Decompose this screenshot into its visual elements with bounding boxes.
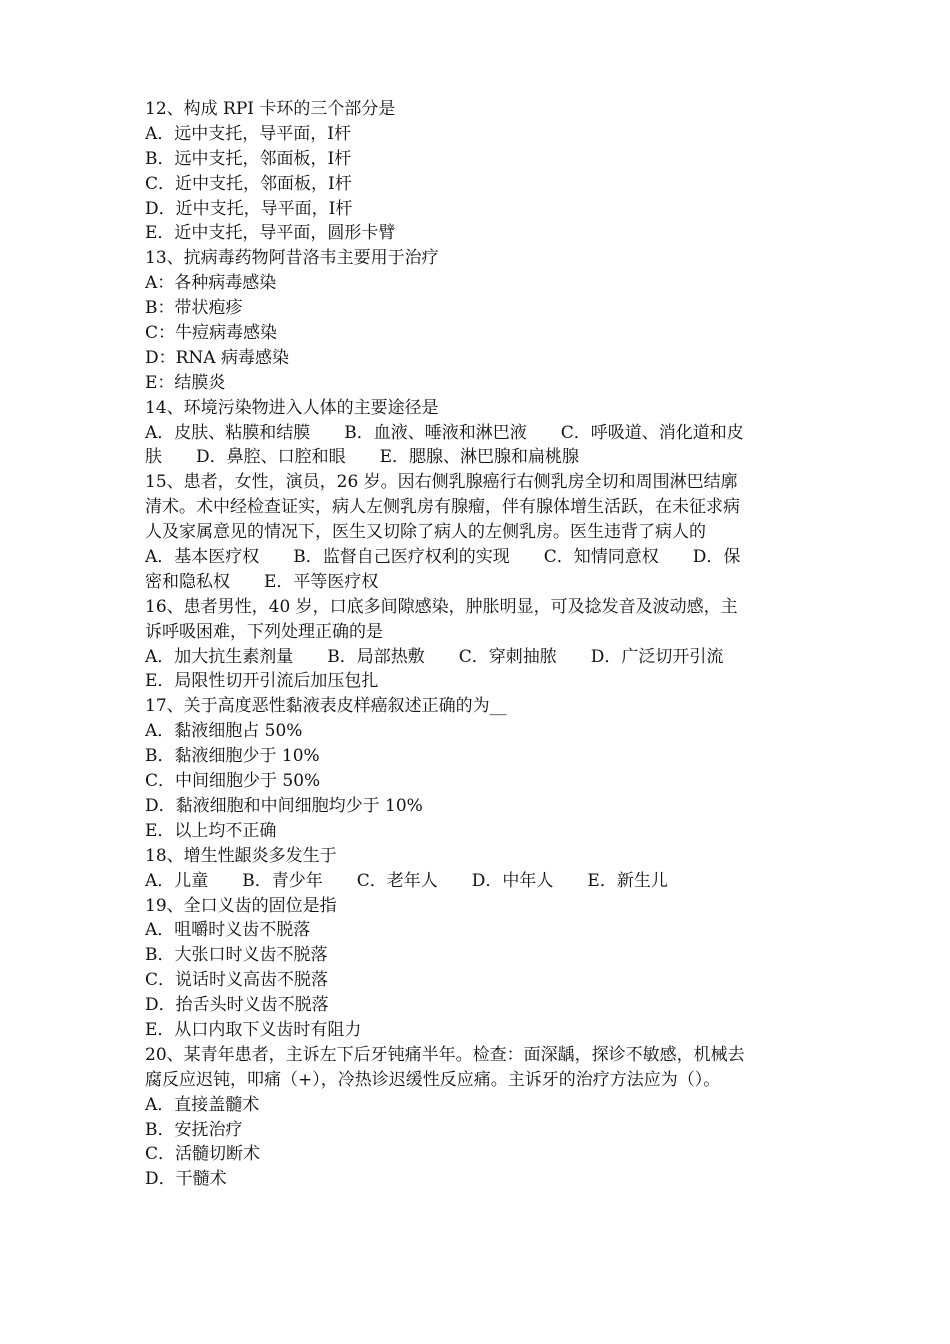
text-line: D．干髓术 — [145, 1169, 227, 1190]
text-line: E：结膜炎 — [145, 372, 226, 393]
text-line: C：牛痘病毒感染 — [145, 323, 278, 344]
text-line: E．局限性切开引流后加压包扎 — [145, 671, 379, 692]
text-line: C．活髓切断术 — [145, 1144, 261, 1165]
document-page — [145, 97, 820, 1192]
text-line: 19、全口义齿的固位是指 — [145, 895, 337, 916]
text-line: D．抬舌头时义齿不脱落 — [145, 995, 329, 1016]
text-line: E．近中支托，导平面，圆形卡臂 — [145, 223, 396, 244]
text-line: C．近中支托，邻面板，Ⅰ杆 — [145, 173, 352, 194]
text-line: D．黏液细胞和中间细胞均少于 10% — [145, 795, 423, 816]
text-line: C．中间细胞少于 50% — [145, 771, 321, 792]
text-line: B．大张口时义齿不脱落 — [145, 945, 328, 966]
text-line: 清术。术中经检查证实，病人左侧乳房有腺瘤，伴有腺体增生活跃，在未征求病 — [145, 497, 740, 518]
text-line: B．远中支托，邻面板，Ⅰ杆 — [145, 148, 352, 169]
text-line: B：带状疱疹 — [145, 298, 243, 319]
text-line: E．从口内取下义齿时有阻力 — [145, 1019, 362, 1040]
text-line: A．直接盖髓术 — [145, 1094, 260, 1115]
text-line: 16、患者男性，40 岁，口底多间隙感染，肿胀明显，可及捻发音及波动感，主 — [145, 596, 738, 617]
text-line: 人及家属意见的情况下，医生又切除了病人的左侧乳房。医生违背了病人的 — [145, 522, 706, 543]
text-line: D．近中支托，导平面，Ⅰ杆 — [145, 198, 353, 219]
text-line: A：各种病毒感染 — [145, 273, 277, 294]
text-line: 14、环境污染物进入人体的主要途径是 — [145, 397, 439, 418]
text-line: 20、某青年患者，主诉左下后牙钝痛半年。检查：面深龋，探诊不敏感，机械去 — [145, 1044, 745, 1065]
text-line: 13、抗病毒药物阿昔洛韦主要用于治疗 — [145, 248, 439, 269]
text-line: B．黏液细胞少于 10% — [145, 746, 320, 767]
text-line: A．加大抗生素剂量 B．局部热敷 C．穿刺抽脓 D．广泛切开引流 — [145, 646, 724, 667]
text-line: D：RNA 病毒感染 — [145, 347, 289, 368]
text-line: 17、关于高度恶性黏液表皮样癌叙述正确的为__ — [145, 696, 507, 717]
text-line: A．皮肤、粘膜和结膜 B．血液、唾液和淋巴液 C．呼吸道、消化道和皮 — [145, 422, 744, 443]
text-line: B．安抚治疗 — [145, 1119, 243, 1140]
text-line: 诉呼吸困难，下列处理正确的是 — [145, 621, 383, 642]
text-line: A．咀嚼时义齿不脱落 — [145, 920, 311, 941]
text-line: A．儿童 B．青少年 C．老年人 D．中年人 E．新生儿 — [145, 870, 668, 891]
text-line: A．基本医疗权 B．监督自己医疗权利的实现 C．知情同意权 D．保 — [145, 547, 741, 568]
text-line: C．说话时义高齿不脱落 — [145, 970, 329, 991]
text-line: 15、患者，女性，演员，26 岁。因右侧乳腺癌行右侧乳房全切和周围淋巴结廓 — [145, 472, 738, 493]
text-line: 腐反应迟钝，叩痛（+），冷热诊迟缓性反应痛。主诉牙的治疗方法应为（）。 — [145, 1069, 721, 1090]
text-line: 18、增生性龈炎多发生于 — [145, 845, 337, 866]
text-line: A．远中支托，导平面，Ⅰ杆 — [145, 123, 351, 144]
text-line: E．以上均不正确 — [145, 820, 277, 841]
text-line: A．黏液细胞占 50% — [145, 721, 303, 742]
text-line: 密和隐私权 E．平等医疗权 — [145, 571, 379, 592]
text-line: 12、构成 RPI 卡环的三个部分是 — [145, 99, 396, 119]
text-line: 肤 D．鼻腔、口腔和眼 E．腮腺、淋巴腺和扁桃腺 — [145, 447, 580, 468]
